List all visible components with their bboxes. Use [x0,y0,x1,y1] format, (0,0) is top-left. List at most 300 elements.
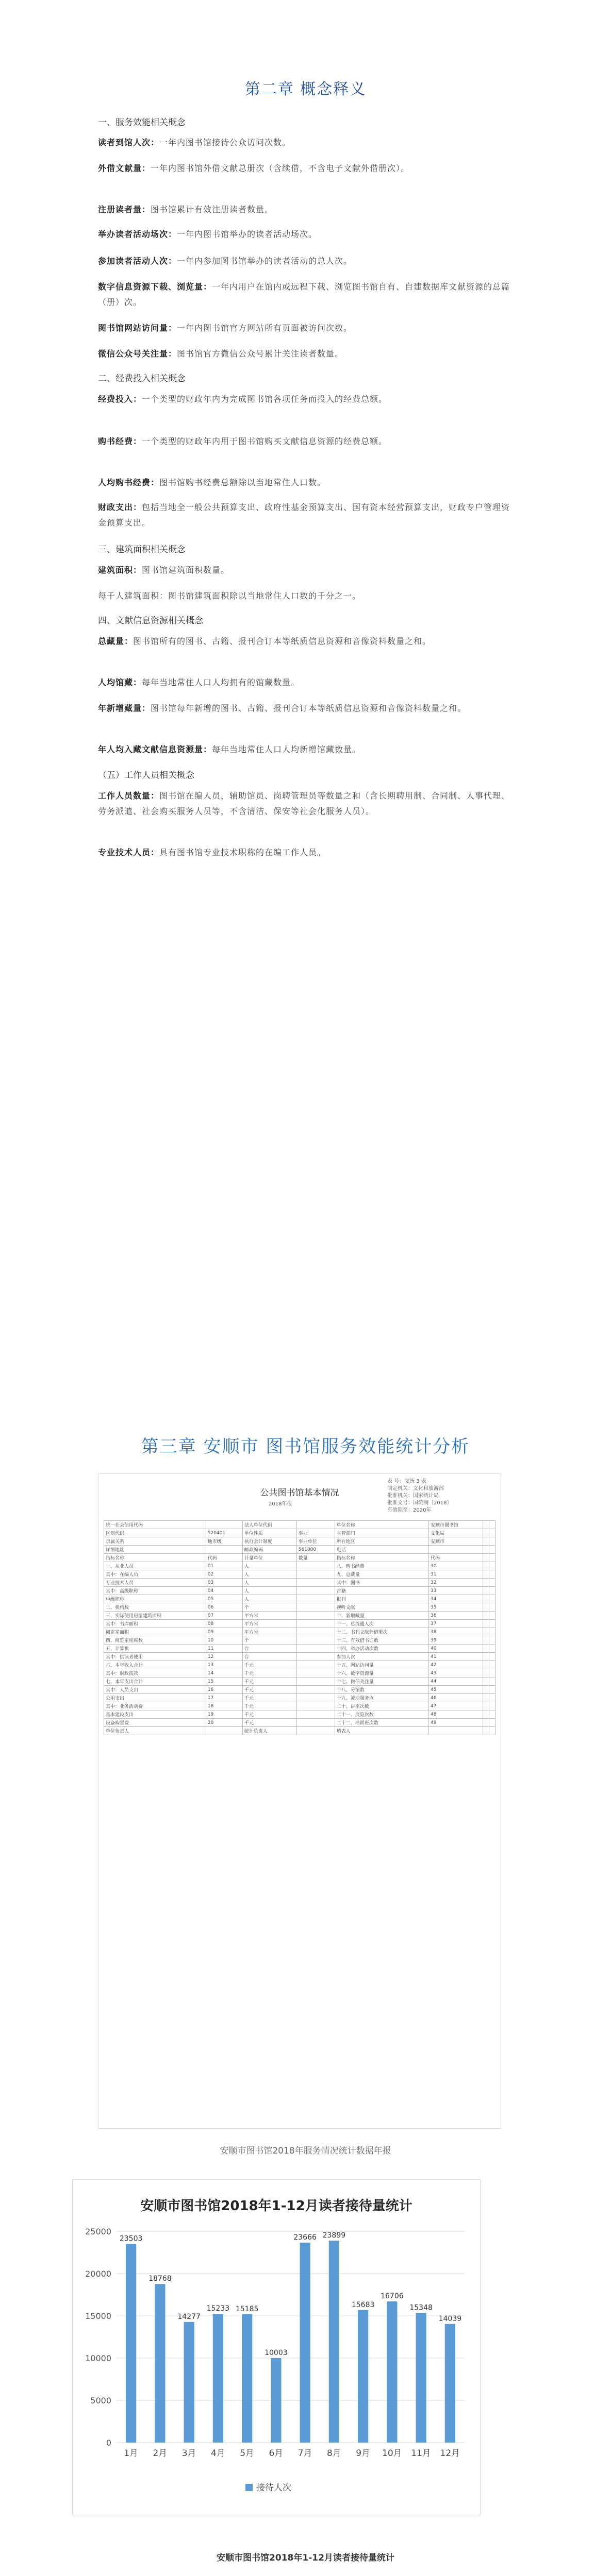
scan-table-cell [296,1702,335,1710]
section-heading: 一、服务效能相关概念 [98,117,186,128]
scan-table-row [104,1702,496,1710]
scan-table-cell: 其中：供读者使用 [104,1653,206,1661]
bar [184,2322,194,2443]
scan-table-cell [296,1669,335,1677]
scan-table-cell: 47 [429,1702,483,1710]
x-tick-label: 12月 [440,2448,460,2459]
scan-table-cell [483,1554,489,1562]
scan-table-cell [429,1727,483,1735]
scan-table-cell: 千元 [242,1719,296,1727]
term: 参加读者活动人次： [98,256,177,266]
scan-table-cell [483,1612,489,1620]
scan-table-cell [296,1620,335,1628]
definition: 一年内图书馆举办的读者活动场次。 [177,229,318,239]
scan-table-cell: 个 [242,1636,296,1645]
paragraph [98,392,510,407]
scan-table-cell: 公用支出 [104,1694,206,1702]
scan-table-cell: 视听文献 [335,1603,428,1612]
scan-table-row [104,1554,496,1562]
term: 数字信息资源下载、浏览量： [98,282,212,292]
paragraph [98,845,510,860]
scan-table-cell [489,1587,495,1595]
scan-table-row [104,1677,496,1686]
scan-table-cell: 08 [206,1620,242,1628]
scan-table-cell: 520401 [206,1529,242,1537]
scan-table-cell [489,1719,495,1727]
scan-table-cell [296,1628,335,1636]
section-heading: 四、文献信息资源相关概念 [98,616,203,626]
scan-table-cell [489,1537,495,1546]
scan-table-row [104,1694,496,1702]
bar-chart [72,2179,481,2515]
scan-table-row [104,1661,496,1669]
chart-title: 安顺市图书馆2018年1-12月读者接待量统计 [140,2198,412,2214]
y-tick-label: 20000 [85,2269,111,2279]
x-tick-label: 1月 [124,2448,139,2459]
definition: 一年内用户在馆内或远程下载、浏览图书馆自有、自建数据库文献资源的总篇（册）次。 [98,282,510,307]
scan-table-cell: 单位名称 [335,1521,428,1529]
scan-table-row [104,1628,496,1636]
scan-table-cell: 42 [429,1661,483,1669]
paragraph [98,161,510,176]
scan-table-row [104,1636,496,1645]
bar [445,2324,455,2443]
scan-table-cell: 44 [429,1677,483,1686]
scan-table-cell [489,1546,495,1554]
scan-table-cell [489,1562,495,1570]
scan-table-cell: 人 [242,1570,296,1579]
scan-table-cell [489,1636,495,1645]
paragraph [98,346,510,362]
scan-table-cell [296,1603,335,1612]
paragraph [98,701,510,716]
scan-table-cell: 32 [429,1579,483,1587]
term: 购书经费： [98,436,142,446]
paragraph [98,434,510,449]
scan-table-cell [489,1669,495,1677]
scan-table-cell [483,1636,489,1645]
scan-table-cell [483,1521,489,1529]
scan-table-cell [296,1686,335,1694]
scan-table-cell: 31 [429,1570,483,1579]
term: 举办读者活动场次： [98,229,177,239]
data-label: 14277 [177,2312,201,2321]
bar [213,2314,223,2443]
x-tick-label: 11月 [411,2448,431,2459]
scan-table-cell: 法人单位代码 [242,1521,296,1529]
bar [416,2313,426,2443]
scan-table-cell: 561000 [296,1546,335,1554]
scan-table-cell: 事业单位 [296,1537,335,1546]
scan-meta-line: 表 号：文统 3 表 [387,1479,426,1484]
scan-table-cell [489,1595,495,1603]
scan-table-cell: 十三、有效借书证数 [335,1636,428,1645]
scan-table-cell: 人 [242,1579,296,1587]
y-tick-label: 0 [106,2438,111,2448]
scan-table-cell [296,1579,335,1587]
scan-table-row [104,1645,496,1653]
scan-table-row [104,1727,496,1735]
scan-table-cell: 基本建设支出 [104,1710,206,1719]
bar [329,2241,339,2443]
x-tick-label: 3月 [181,2448,196,2459]
scan-table-cell [489,1529,495,1537]
scan-table-cell [483,1677,489,1686]
x-tick-label: 7月 [298,2448,312,2459]
scan-table-cell [483,1702,489,1710]
data-label: 16706 [381,2292,404,2301]
paragraph [98,500,510,531]
scan-table-cell [296,1727,335,1735]
definition: 图书馆官方微信公众号累计关注读者数量。 [177,349,344,359]
scan-table-row [104,1570,496,1579]
x-tick-label: 10月 [382,2448,402,2459]
scan-table-cell: 02 [206,1570,242,1579]
scan-table-cell: 33 [429,1587,483,1595]
scan-table-cell: 20 [206,1719,242,1727]
scan-table-cell: 其中：业务活动费 [104,1702,206,1710]
paragraph [98,588,510,604]
definition: 每年当地常住人口人均拥有的馆藏数量。 [142,677,300,687]
scan-table-cell [483,1587,489,1595]
scan-table-row [104,1579,496,1587]
scan-table-row [104,1620,496,1628]
chapter-2-title: 第二章 概念释义 [244,80,367,98]
scan-table-cell [483,1645,489,1653]
scan-table-cell [483,1570,489,1579]
scan-table-cell [483,1595,489,1603]
scan-table-cell [296,1587,335,1595]
term: 注册读者量： [98,205,151,214]
scan-table-cell: 个 [242,1603,296,1612]
scan-table-cell [489,1620,495,1628]
term: 总藏量： [98,636,134,646]
scan-table-cell [296,1562,335,1570]
scan-table-row [104,1710,496,1719]
scan-table-cell [483,1620,489,1628]
scan-table-cell [483,1537,489,1546]
scan-table-cell: 其中：图书 [335,1579,428,1587]
scan-table-cell: 五、计算机 [104,1645,206,1653]
scan-table-row [104,1653,496,1661]
scan-table-cell [483,1727,489,1735]
term: 工作人员数量： [98,791,160,801]
scan-table-cell: 12 [206,1653,242,1661]
scan-table-cell: 四、阅览室座席数 [104,1636,206,1645]
scan-table-cell: 39 [429,1636,483,1645]
scan-table-cell [296,1661,335,1669]
definition: 图书馆建筑面积数量。 [142,565,230,575]
scan-table-cell [296,1595,335,1603]
term: 微信公众号关注量： [98,349,177,359]
scan-table-cell [296,1612,335,1620]
definition: 每千人建筑面积：图书馆建筑面积除以当地常住人口数的千分之一。 [98,591,361,601]
scan-table-cell: 执行会计制度 [242,1537,296,1546]
scan-table-cell: 其中：高级职称 [104,1587,206,1595]
scan-table-cell: 邮政编码 [242,1546,296,1554]
definition: 图书馆累计有效注册读者数量。 [151,205,274,214]
term: 年新增藏量： [98,703,151,713]
scan-table-cell [489,1612,495,1620]
scan-table-cell [489,1570,495,1579]
scan-table-cell: 千元 [242,1669,296,1677]
scan-table-row [104,1562,496,1570]
scan-table-cell: 14 [206,1669,242,1677]
scan-table-cell [489,1661,495,1669]
scan-table-cell: 千元 [242,1677,296,1686]
scan-table-cell: 电话 [335,1546,428,1554]
scan-table-cell: 二十、讲座次数 [335,1702,428,1710]
scan-table-cell [489,1702,495,1710]
scan-table-cell: 文化局 [429,1529,483,1537]
scan-table-cell: 41 [429,1653,483,1661]
scan-table-cell [296,1570,335,1579]
scan-table-cell [296,1719,335,1727]
y-tick-label: 25000 [85,2227,111,2236]
scan-table-cell [489,1653,495,1661]
scan-table-row [104,1587,496,1595]
scan-table-cell: 十五、网站访问量 [335,1661,428,1669]
scan-table-cell: 所在地区 [335,1537,428,1546]
section-heading: 三、建筑面积相关概念 [98,545,186,555]
scan-table-cell: 34 [429,1595,483,1603]
paragraph [98,475,510,490]
scan-table-cell [296,1653,335,1661]
scan-table-cell: 35 [429,1603,483,1612]
scan-table-cell: 其中：书库面积 [104,1620,206,1628]
bar [300,2243,310,2443]
definition: 图书馆在编人员，辅助馆员、岗聘管理员等数量之和（含长期聘用制、合同制、人事代理、劳务派遣、社会购买服务人员等，不含清洁、保安等社会化服务人员）。 [98,791,510,816]
scan-table-cell [483,1628,489,1636]
scan-table-cell: 设备购置费 [104,1719,206,1727]
scan-table-cell [206,1546,242,1554]
scan-table-cell: 安顺市 [429,1537,483,1546]
scan-table-cell: 十四、举办活动次数 [335,1645,428,1653]
scan-table-cell: 千元 [242,1686,296,1694]
scan-table-cell: 专业技术人员 [104,1579,206,1587]
scan-table-cell [296,1710,335,1719]
scan-table-cell [483,1661,489,1669]
paragraph [98,135,510,150]
scan-meta-line: 制定机关：文化和旅游部 [387,1486,444,1492]
scan-table-row [104,1669,496,1677]
scan-year: 2018年报 [269,1501,292,1507]
scan-table-cell [489,1628,495,1636]
scan-table-row [104,1686,496,1694]
paragraph [98,742,510,757]
scan-table-cell [483,1669,489,1677]
scan-table-cell: 二、机构数 [104,1603,206,1612]
scan-meta-line: 批准机关：国家统计局 [387,1493,439,1499]
scan-table-cell [296,1521,335,1529]
definition: 一个类型的财政年内用于图书馆购买文献信息资源的经费总额。 [142,436,388,446]
scan-table-cell: 千元 [242,1694,296,1702]
scan-table-cell: 43 [429,1669,483,1677]
scan-table-cell: 十二、书刊文献外借册次 [335,1628,428,1636]
term: 读者到馆人次： [98,138,160,147]
section-heading: （五）工作人员相关概念 [98,770,194,781]
scan-table-cell [489,1694,495,1702]
scan-table-cell: 平方米 [242,1628,296,1636]
bar [358,2310,368,2443]
scan-table [104,1520,496,1735]
scan-table-cell: 05 [206,1595,242,1603]
scan-table-cell: 十、新增藏量 [335,1612,428,1620]
scan-table-cell: 阅览室面积 [104,1628,206,1636]
scan-table-cell: 48 [429,1710,483,1719]
scan-table-cell: 区划代码 [104,1529,206,1537]
data-label: 23899 [322,2231,346,2240]
scan-table-cell: 千元 [242,1661,296,1669]
paragraph [98,675,510,690]
paragraph [98,279,510,310]
scan-table-cell: 其中：人员支出 [104,1686,206,1694]
paragraph [98,227,510,242]
data-label: 18768 [148,2275,172,2283]
scan-table-cell: 地市级 [206,1537,242,1546]
scan-table-cell: 填表人 [335,1727,428,1735]
scan-table-cell: 单位负责人 [104,1727,206,1735]
scan-table-row [104,1521,496,1529]
scan-table-cell: 40 [429,1645,483,1653]
scan-meta-block [387,1478,452,1514]
scan-table-cell: 二十二、培训班次数 [335,1719,428,1727]
scan-table-cell [489,1677,495,1686]
scan-table-row [104,1529,496,1537]
scan-table-cell: 04 [206,1587,242,1595]
scan-table-cell [489,1645,495,1653]
scan-table-cell: 十九、流动服务点 [335,1694,428,1702]
data-label: 23503 [119,2234,143,2243]
scan-table-cell [489,1579,495,1587]
scan-table-cell: 事业 [296,1529,335,1537]
scan-table-cell: 01 [206,1562,242,1570]
scan-table-cell: 06 [206,1603,242,1612]
scan-table-cell: 38 [429,1628,483,1636]
section-heading: 二、经费投入相关概念 [98,374,186,384]
scan-table-cell: 单位性质 [242,1529,296,1537]
scan-table-cell: 数量 [296,1554,335,1562]
definition: 一年内图书馆接待公众访问次数。 [159,138,291,147]
scan-table-cell: 台 [242,1653,296,1661]
scan-table-cell [483,1686,489,1694]
scan-table-cell: 45 [429,1686,483,1694]
scan-table-cell: 49 [429,1719,483,1727]
scan-table-cell [483,1562,489,1570]
scan-table-cell [296,1636,335,1645]
scan-table-row [104,1595,496,1603]
scan-caption: 安顺市图书馆2018年服务情况统计数据年报 [220,2146,391,2156]
definition: 一个类型的财政年内为完成图书馆各项任务而投入的经费总额。 [142,394,388,404]
term: 年人均入藏文献信息资源量： [98,744,212,754]
paragraph [98,320,510,336]
term: 人均购书经费： [98,478,160,487]
term: 经费投入： [98,394,142,404]
scan-table-cell [489,1686,495,1694]
scan-table-row [104,1537,496,1546]
scan-table-cell [429,1546,483,1554]
scan-table-cell [483,1719,489,1727]
definition: 一年内图书馆官方网站所有页面被访问次数。 [177,323,353,333]
data-label: 15348 [409,2303,433,2312]
paragraph [98,253,510,269]
scan-table-cell: 36 [429,1612,483,1620]
scan-table-cell: 平方米 [242,1612,296,1620]
scan-table-cell: 其中：财政拨款 [104,1669,206,1677]
x-tick-label: 2月 [153,2448,168,2459]
scan-meta-line: 有效期至：2020年 [387,1507,432,1513]
scan-table-cell [296,1677,335,1686]
x-tick-label: 9月 [356,2448,371,2459]
scan-table-cell [489,1603,495,1612]
paragraph [98,563,510,578]
legend-swatch [245,2484,253,2491]
definition: 包括当地全一般公共预算支出、政府性基金预算支出、国有资本经营预算支出，财政专户管理资金预算支出。 [98,502,510,528]
chart-caption: 安顺市图书馆2018年1-12月读者接待量统计 [217,2553,394,2563]
scan-table-cell: 一、从业人员 [104,1562,206,1570]
scan-table-cell: 平方米 [242,1620,296,1628]
definition: 一年内参加图书馆举办的读者活动的总人次。 [177,256,353,266]
term: 财政支出： [98,502,142,512]
scan-table-cell: 10 [206,1636,242,1645]
x-tick-label: 6月 [269,2448,284,2459]
x-tick-label: 8月 [326,2448,341,2459]
scan-title: 公共图书馆基本情况 [260,1488,339,1498]
x-tick-label: 4月 [210,2448,225,2459]
bar [126,2244,136,2443]
scan-table-cell [489,1521,495,1529]
scan-table-cell: 09 [206,1628,242,1636]
data-label: 15233 [206,2304,230,2313]
term: 专业技术人员： [98,848,160,857]
chart-canvas [73,2180,480,2515]
data-label: 23666 [293,2233,317,2242]
bar [242,2314,252,2443]
scan-table-cell: 30 [429,1562,483,1570]
scan-table-cell [483,1694,489,1702]
scan-table-cell: 古籍 [335,1587,428,1595]
bar [387,2301,397,2443]
scan-table-cell: 台 [242,1645,296,1653]
definition: 每年当地常住人口人均新增馆藏数量。 [212,744,361,754]
legend-label: 接待人次 [256,2483,291,2493]
scan-table-cell: 十七、微信关注量 [335,1677,428,1686]
scan-table-cell [206,1521,242,1529]
scan-table-cell: 37 [429,1620,483,1628]
scan-table-cell: 统计负责人 [242,1727,296,1735]
scan-table-cell: 九、总藏量 [335,1570,428,1579]
scan-table-cell: 15 [206,1677,242,1686]
chapter-3-title: 第三章 安顺市 图书馆服务效能统计分析 [141,1436,470,1457]
definition: 图书馆购书经费总额除以当地常住人口数。 [159,478,326,487]
scan-table-cell [296,1694,335,1702]
scan-table-cell: 安顺市图书馆 [429,1521,483,1529]
scan-table-cell: 计量单位 [242,1554,296,1562]
y-tick-label: 10000 [85,2353,111,2363]
scan-table-cell: 详细地址 [104,1546,206,1554]
scan-table-cell: 其中：在编人员 [104,1570,206,1579]
scan-table-row [104,1546,496,1554]
scan-table-cell: 六、本年收入合计 [104,1661,206,1669]
paragraph [98,634,510,649]
y-tick-label: 5000 [90,2396,111,2405]
scan-table-cell: 隶属关系 [104,1537,206,1546]
scan-table-cell [483,1710,489,1719]
scan-table-row [104,1719,496,1727]
scan-meta-line: 批准文号：国统制〔2018〕 [387,1500,452,1506]
scan-table-cell: 17 [206,1694,242,1702]
scan-table-cell: 十六、数字资源量 [335,1669,428,1677]
